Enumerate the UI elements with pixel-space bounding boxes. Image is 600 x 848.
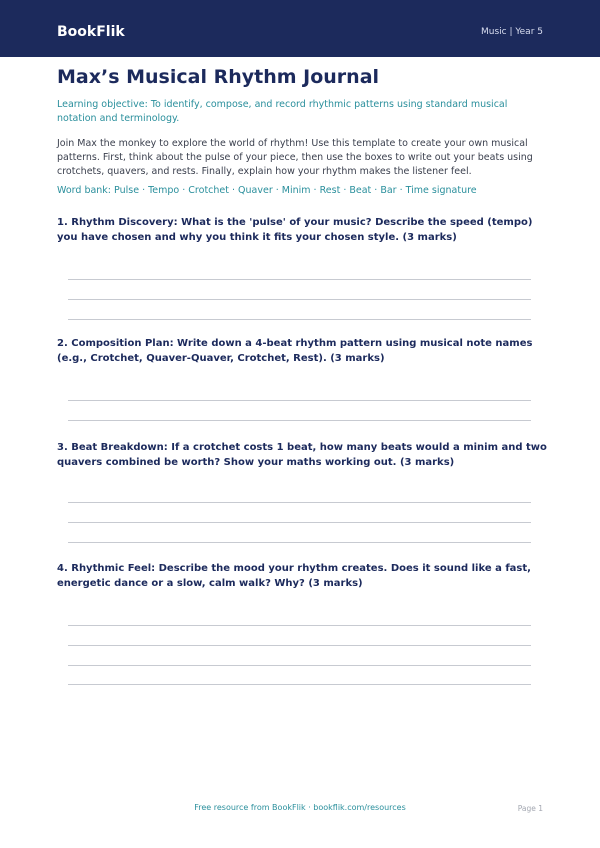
answer-line[interactable] xyxy=(68,319,531,320)
page-number: Page 1 xyxy=(517,804,543,813)
word-bank: Word bank: Pulse · Tempo · Crotchet · Quaver · Minim · Rest · Beat · Bar · Time signature xyxy=(57,185,477,196)
page-title: Max’s Musical Rhythm Journal xyxy=(57,66,380,88)
answer-line[interactable] xyxy=(68,665,531,666)
answer-line[interactable] xyxy=(68,299,531,300)
answer-line[interactable] xyxy=(68,502,531,503)
question-1: 1. Rhythm Discovery: What is the 'pulse' of your music? Describe the speed (tempo) you have chosen and why you think it fits your chosen style. (3 marks) xyxy=(57,217,533,243)
brand-logo: BookFlik xyxy=(57,24,125,40)
question-3: 3. Beat Breakdown: If a crotchet costs 1 beat, how many beats would a minim and two quavers combined be worth? Show your maths working out. (3 marks) xyxy=(57,442,547,468)
learning-objective: Learning objective: To identify, compose, and record rhythmic patterns using standard musical notation and terminology. xyxy=(57,99,508,124)
answer-line[interactable] xyxy=(68,522,531,523)
header-bar xyxy=(0,0,600,57)
answer-line[interactable] xyxy=(68,625,531,626)
answer-line[interactable] xyxy=(68,400,531,401)
answer-line[interactable] xyxy=(68,542,531,543)
question-4: 4. Rhythmic Feel: Describe the mood your rhythm creates. Does it sound like a fast, energetic dance or a slow, calm walk? Why? (3 marks) xyxy=(57,563,531,589)
answer-line[interactable] xyxy=(68,684,531,685)
subject-year-label: Music | Year 5 xyxy=(480,27,543,37)
answer-line[interactable] xyxy=(68,420,531,421)
footer-resource-link[interactable]: Free resource from BookFlik · bookflik.com/resources xyxy=(194,803,406,812)
intro-text: Join Max the monkey to explore the world of rhythm! Use this template to create your own musical patterns. First, think about the pulse of your piece, then use the boxes to write out your beats using crotchets, quavers, and rests. Finally, explain how your rhythm makes the listener feel. xyxy=(57,138,533,177)
answer-line[interactable] xyxy=(68,279,531,280)
answer-line[interactable] xyxy=(68,645,531,646)
question-2: 2. Composition Plan: Write down a 4-beat rhythm pattern using musical note names (e.g., Crotchet, Quaver-Quaver, Crotchet, Rest). (3 marks) xyxy=(57,338,533,364)
